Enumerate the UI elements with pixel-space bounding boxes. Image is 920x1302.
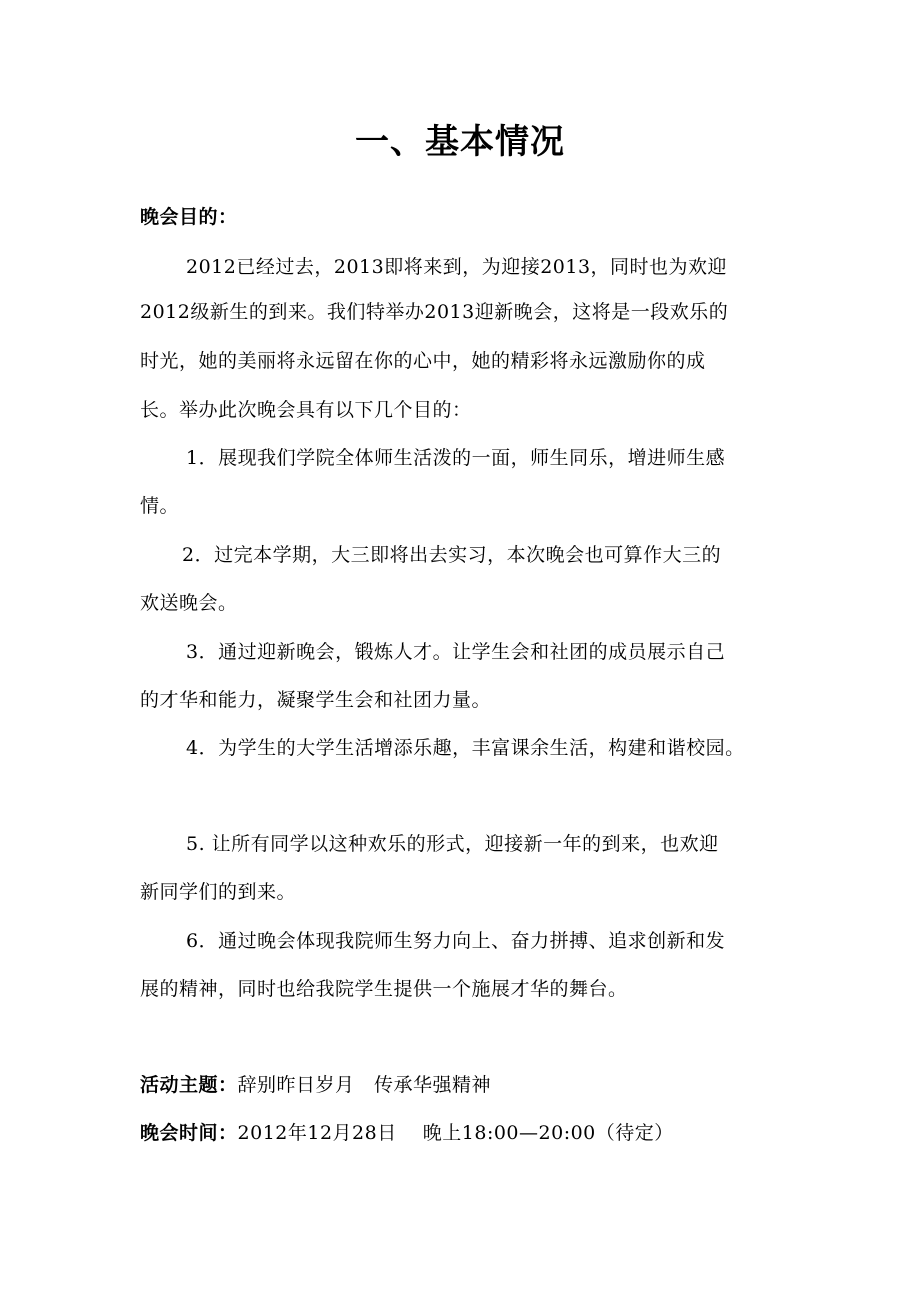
item-6-line-2: 展的精神，同时也给我院学生提供一个施展才华的舞台。 [140,978,628,1000]
theme-value: 辞别昨日岁月 传承华强精神 [237,1074,492,1096]
item-3-line-2: 的才华和能力，凝聚学生会和社团力量。 [140,689,492,711]
intro-line-2: 2012级新生的到来。我们特举办2013迎新晚会，这将是一段欢乐的 [140,301,729,323]
item-6-line-1: 6．通过晚会体现我院师生努力向上、奋力拼搏、追求创新和发 [186,930,726,952]
time-label: 晚会时间： [140,1122,238,1144]
intro-line-4: 长。举办此次晚会具有以下几个目的： [140,399,472,421]
time-value: 2012年12月28日 晚上18:00—20:00（待定） [237,1122,674,1144]
intro-line-1: 2012已经过去，2013即将来到，为迎接2013，同时也为欢迎 [186,256,728,278]
page-title: 一、基本情况 [355,122,565,162]
time-row [140,1118,674,1148]
theme-label: 活动主题： [140,1074,238,1096]
item-5-line-1: 5. 让所有同学以这种欢乐的形式，迎接新一年的到来，也欢迎 [186,833,719,855]
item-1-line-2: 情。 [140,495,180,517]
purpose-heading: 晚会目的： [140,206,238,228]
item-3-line-1: 3．通过迎新晚会，锻炼人才。让学生会和社团的成员展示自己 [186,641,726,663]
theme-row [140,1070,491,1100]
item-5-line-2: 新同学们的到来。 [140,881,297,903]
item-2-line-1: 2．过完本学期，大三即将出去实习，本次晚会也可算作大三的 [182,544,722,566]
item-1-line-1: 1．展现我们学院全体师生活泼的一面，师生同乐，增进师生感 [186,447,726,469]
item-2-line-2: 欢送晚会。 [140,592,238,614]
intro-line-3: 时光，她的美丽将永远留在你的心中，她的精彩将永远激励你的成 [140,350,706,372]
item-4-line-1: 4．为学生的大学生活增添乐趣，丰富课余生活，构建和谐校园。 [186,737,745,759]
